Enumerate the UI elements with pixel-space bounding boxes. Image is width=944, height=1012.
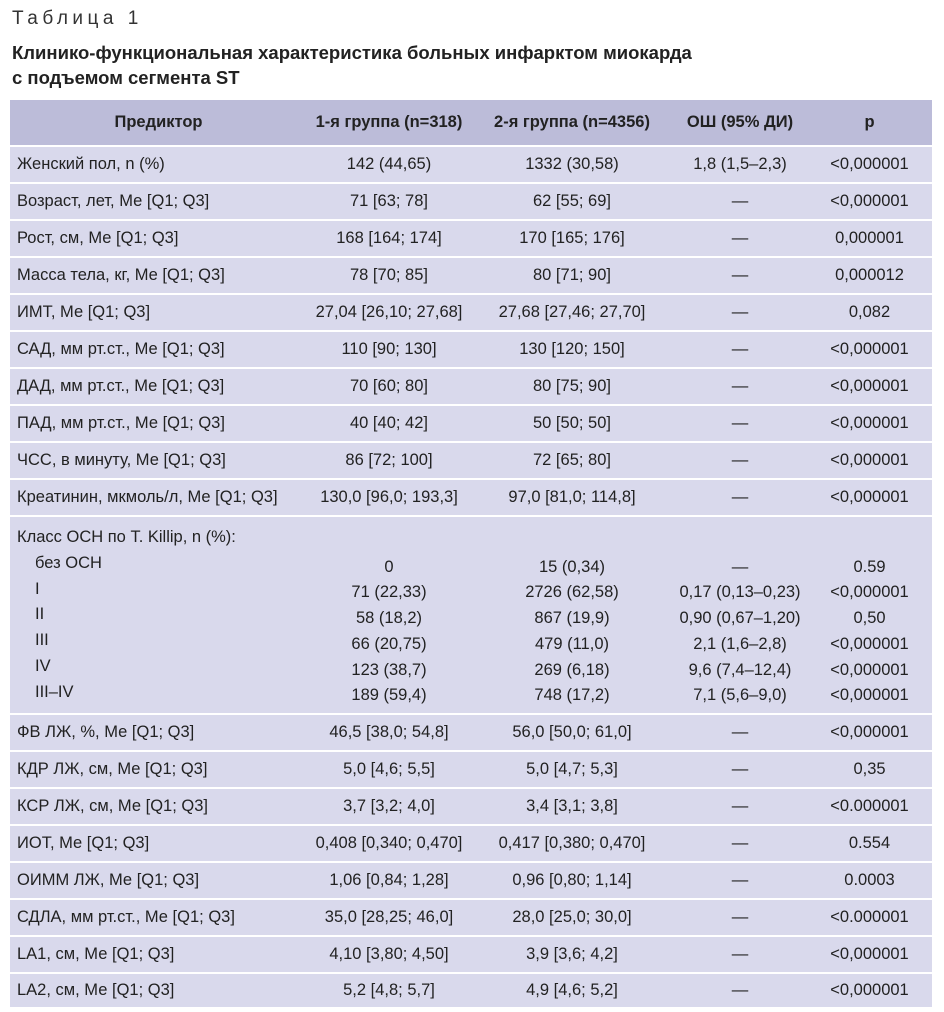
table-row <box>10 441 932 478</box>
killip-predictor-cell: III–IV <box>35 682 74 701</box>
predictor-cell: Креатинин, мкмоль/л, Ме [Q1; Q3] <box>17 488 278 506</box>
p-value-cell: <0,000001 <box>830 451 909 469</box>
killip-predictor-cell: III <box>35 631 49 650</box>
odds-ratio-cell: — <box>731 908 749 926</box>
predictor-cell: КДР ЛЖ, см, Ме [Q1; Q3] <box>17 760 208 778</box>
header-odds-ratio: ОШ (95% ДИ) <box>686 113 794 131</box>
group-1-cell: 27,04 [26,10; 27,68] <box>315 303 463 321</box>
group-2-cell: 0,96 [0,80; 1,14] <box>512 871 632 889</box>
group-2-cell: 170 [165; 176] <box>519 229 625 247</box>
table-row <box>10 935 932 972</box>
group-1-cell: 3,7 [3,2; 4,0] <box>343 797 435 815</box>
killip-p-value-col <box>807 525 932 713</box>
header-p-value: р <box>864 113 875 131</box>
odds-ratio-cell: — <box>731 414 749 432</box>
table-row <box>10 824 932 861</box>
group-1-cell: 70 [60; 80] <box>350 377 428 395</box>
odds-ratio-cell: — <box>731 981 749 999</box>
predictor-cell: Женский пол, n (%) <box>17 155 165 173</box>
data-table <box>10 100 932 1009</box>
table-row <box>10 787 932 824</box>
group-2-cell: 130 [120; 150] <box>519 340 625 358</box>
predictor-cell: Рост, см, Ме [Q1; Q3] <box>17 229 179 247</box>
killip-p-value-cell: 0.59 <box>853 557 886 576</box>
table-row <box>10 713 932 750</box>
killip-predictor-cell: II <box>35 605 45 624</box>
predictor-cell: КСР ЛЖ, см, Ме [Q1; Q3] <box>17 797 208 815</box>
killip-group-2-col <box>471 525 673 713</box>
table-row <box>10 861 932 898</box>
predictor-cell: Масса тела, кг, Ме [Q1; Q3] <box>17 266 225 284</box>
group-1-cell: 86 [72; 100] <box>345 451 433 469</box>
p-value-cell: <0,000001 <box>830 377 909 395</box>
killip-p-value-cell: 0,50 <box>853 609 886 628</box>
killip-odds-ratio-cell: 0,17 (0,13–0,23) <box>679 583 801 602</box>
p-value-cell: <0,000001 <box>830 155 909 173</box>
killip-group-1-cell: 58 (18,2) <box>355 609 423 628</box>
group-1-cell: 0,408 [0,340; 0,470] <box>315 834 463 852</box>
p-value-cell: <0.000001 <box>830 908 909 926</box>
killip-group-2-cell: 479 (11,0) <box>535 634 609 653</box>
killip-predictor-cell: I <box>35 579 40 598</box>
odds-ratio-cell: — <box>731 945 749 963</box>
group-1-cell: 78 [70; 85] <box>350 266 428 284</box>
table-title-line-1: Клинико-функциональная характеристика больных инфарктом миокарда <box>12 42 692 63</box>
group-2-cell: 5,0 [4,7; 5,3] <box>526 760 618 778</box>
killip-title: Класс ОСН по T. Killip, n (%): <box>17 528 236 546</box>
group-1-cell: 35,0 [28,25; 46,0] <box>324 908 454 926</box>
header-group-2: 2-я группа (n=4356) <box>494 113 650 131</box>
p-value-cell: 0,000001 <box>835 229 904 247</box>
odds-ratio-cell: — <box>731 871 749 889</box>
group-2-cell: 0,417 [0,380; 0,470] <box>498 834 646 852</box>
killip-group-2-cell: 867 (19,9) <box>534 609 610 628</box>
group-1-cell: 71 [63; 78] <box>350 192 428 210</box>
killip-predictor-col <box>10 525 307 713</box>
table-row <box>10 367 932 404</box>
killip-predictor-cell: без ОСН <box>35 553 102 572</box>
group-2-cell: 27,68 [27,46; 27,70] <box>498 303 646 321</box>
predictor-cell: LA2, см, Ме [Q1; Q3] <box>17 981 175 999</box>
odds-ratio-cell: — <box>731 192 749 210</box>
killip-group-2-cell: 15 (0,34) <box>538 557 606 576</box>
group-1-cell: 40 [40; 42] <box>350 414 428 432</box>
odds-ratio-cell: — <box>731 340 749 358</box>
table-row <box>10 330 932 367</box>
killip-group-1-cell: 66 (20,75) <box>351 634 427 653</box>
p-value-cell: <0,000001 <box>830 981 909 999</box>
killip-group-2-cell: 269 (6,18) <box>534 660 610 679</box>
predictor-cell: Возраст, лет, Ме [Q1; Q3] <box>17 192 210 210</box>
group-1-cell: 5,0 [4,6; 5,5] <box>343 760 435 778</box>
group-2-cell: 4,9 [4,6; 5,2] <box>526 981 618 999</box>
table-header-row <box>10 100 932 145</box>
group-2-cell: 1332 (30,58) <box>525 155 619 173</box>
p-value-cell: <0,000001 <box>830 192 909 210</box>
odds-ratio-cell: — <box>731 488 749 506</box>
table-body-bottom <box>10 713 932 1009</box>
group-2-cell: 62 [55; 69] <box>533 192 611 210</box>
group-1-cell: 168 [164; 174] <box>336 229 442 247</box>
group-2-cell: 72 [65; 80] <box>533 451 611 469</box>
p-value-cell: <0.000001 <box>830 797 909 815</box>
killip-odds-ratio-cell: 9,6 (7,4–12,4) <box>688 660 792 679</box>
group-2-cell: 3,9 [3,6; 4,2] <box>526 945 618 963</box>
predictor-cell: ИОТ, Ме [Q1; Q3] <box>17 834 150 852</box>
p-value-cell: <0,000001 <box>830 414 909 432</box>
odds-ratio-cell: — <box>731 303 749 321</box>
killip-odds-ratio-cell: 7,1 (5,6–9,0) <box>693 686 787 705</box>
killip-group-1-cell: 123 (38,7) <box>351 660 427 679</box>
predictor-cell: LA1, см, Ме [Q1; Q3] <box>17 945 175 963</box>
table-row <box>10 182 932 219</box>
predictor-cell: ДАД, мм рт.ст., Ме [Q1; Q3] <box>17 377 225 395</box>
killip-odds-ratio-col <box>673 525 807 713</box>
killip-group-row <box>10 515 932 713</box>
killip-group-1-cell: 189 (59,4) <box>351 686 427 705</box>
odds-ratio-cell: — <box>731 229 749 247</box>
group-1-cell: 130,0 [96,0; 193,3] <box>320 488 458 506</box>
killip-predictor-cell: IV <box>35 656 51 675</box>
group-2-cell: 97,0 [81,0; 114,8] <box>508 488 636 506</box>
table-row <box>10 898 932 935</box>
table-row <box>10 750 932 787</box>
odds-ratio-cell: — <box>731 266 749 284</box>
p-value-cell: 0.0003 <box>844 871 895 889</box>
header-predictor: Предиктор <box>114 113 203 131</box>
table-row <box>10 219 932 256</box>
table-row <box>10 293 932 330</box>
group-1-cell: 110 [90; 130] <box>341 340 437 358</box>
killip-group-1-cell: 71 (22,33) <box>351 583 427 602</box>
p-value-cell: 0,000012 <box>835 266 904 284</box>
predictor-cell: ОИММ ЛЖ, Ме [Q1; Q3] <box>17 871 200 889</box>
predictor-cell: ЧСС, в минуту, Ме [Q1; Q3] <box>17 451 226 469</box>
predictor-cell: САД, мм рт.ст., Ме [Q1; Q3] <box>17 340 225 358</box>
odds-ratio-cell: 1,8 (1,5–2,3) <box>693 155 787 173</box>
table-body-top <box>10 145 932 515</box>
table-row <box>10 145 932 182</box>
p-value-cell: 0,35 <box>853 760 886 778</box>
odds-ratio-cell: — <box>731 797 749 815</box>
group-1-cell: 142 (44,65) <box>346 155 432 173</box>
odds-ratio-cell: — <box>731 760 749 778</box>
group-2-cell: 3,4 [3,1; 3,8] <box>526 797 618 815</box>
table-row <box>10 404 932 441</box>
killip-p-value-cell: <0,000001 <box>830 583 909 602</box>
killip-group-2-cell: 2726 (62,58) <box>525 583 619 602</box>
p-value-cell: <0,000001 <box>830 488 909 506</box>
group-1-cell: 46,5 [38,0; 54,8] <box>329 723 449 741</box>
predictor-cell: ИМТ, Ме [Q1; Q3] <box>17 303 151 321</box>
killip-group-2-cell: 748 (17,2) <box>534 686 610 705</box>
killip-group-1-cell: 0 <box>384 557 394 576</box>
header-group-1: 1-я группа (n=318) <box>315 113 463 131</box>
predictor-cell: СДЛА, мм рт.ст., Ме [Q1; Q3] <box>17 908 235 926</box>
table-label: Таблица 1 <box>12 8 143 29</box>
killip-odds-ratio-cell: — <box>731 557 749 576</box>
table-row <box>10 478 932 515</box>
predictor-cell: ФВ ЛЖ, %, Ме [Q1; Q3] <box>17 723 195 741</box>
killip-p-value-cell: <0,000001 <box>830 660 909 679</box>
group-2-cell: 50 [50; 50] <box>533 414 611 432</box>
table-row <box>10 256 932 293</box>
killip-p-value-cell: <0,000001 <box>830 686 909 705</box>
p-value-cell: <0,000001 <box>830 340 909 358</box>
killip-group-1-col <box>307 525 471 713</box>
p-value-cell: 0.554 <box>848 834 891 852</box>
group-2-cell: 56,0 [50,0; 61,0] <box>512 723 632 741</box>
odds-ratio-cell: — <box>731 377 749 395</box>
p-value-cell: 0,082 <box>848 303 891 321</box>
group-2-cell: 28,0 [25,0; 30,0] <box>512 908 632 926</box>
group-2-cell: 80 [75; 90] <box>533 377 611 395</box>
p-value-cell: <0,000001 <box>830 723 909 741</box>
table-title <box>12 40 912 90</box>
odds-ratio-cell: — <box>731 451 749 469</box>
p-value-cell: <0,000001 <box>830 945 909 963</box>
killip-p-value-cell: <0,000001 <box>830 634 909 653</box>
group-2-cell: 80 [71; 90] <box>533 266 611 284</box>
killip-odds-ratio-cell: 2,1 (1,6–2,8) <box>693 634 787 653</box>
group-1-cell: 1,06 [0,84; 1,28] <box>329 871 449 889</box>
table-row <box>10 972 932 1009</box>
killip-odds-ratio-cell: 0,90 (0,67–1,20) <box>679 609 801 628</box>
group-1-cell: 5,2 [4,8; 5,7] <box>343 981 435 999</box>
predictor-cell: ПАД, мм рт.ст., Ме [Q1; Q3] <box>17 414 225 432</box>
table-title-line-2: с подъемом сегмента ST <box>12 67 240 88</box>
odds-ratio-cell: — <box>731 723 749 741</box>
group-1-cell: 4,10 [3,80; 4,50] <box>329 945 449 963</box>
odds-ratio-cell: — <box>731 834 749 852</box>
